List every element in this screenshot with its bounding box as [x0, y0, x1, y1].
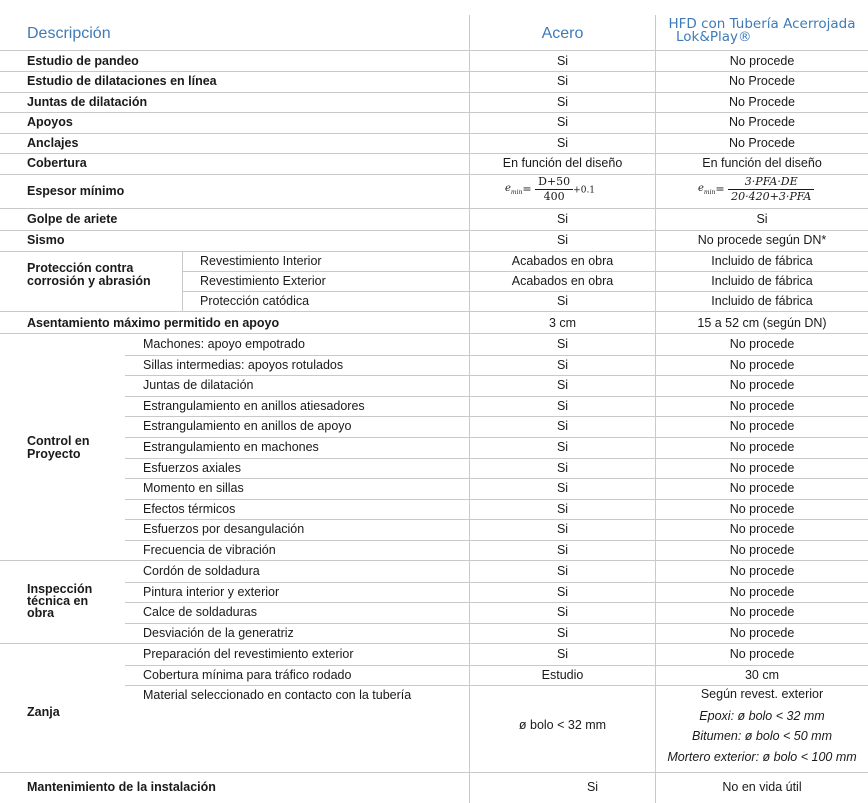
- sub-row-label: Momento en sillas: [143, 481, 244, 495]
- row-acero-value: Si: [556, 54, 569, 68]
- sub-row-label: Desviación de la generatriz: [143, 626, 294, 640]
- espesor-label: Espesor mínimo: [27, 184, 125, 198]
- zanja-material-hfd-line-1: Epoxi: ø bolo < 32 mm: [699, 709, 825, 723]
- row-acero-value: Si: [556, 115, 569, 129]
- asentamiento-label: Asentamiento máximo permitido en apoyo: [27, 316, 280, 330]
- sub-row-acero-value: Estudio: [541, 668, 584, 682]
- asentamiento-acero: 3 cm: [548, 316, 577, 330]
- mantenimiento-acero: Si: [586, 780, 599, 794]
- sub-row-hfd-value: Incluido de fábrica: [711, 294, 813, 308]
- row-label: Sismo: [27, 233, 65, 247]
- sub-row-hfd-value: No procede: [729, 358, 795, 372]
- sub-row-hfd-value: No procede: [729, 419, 795, 433]
- row-hfd-value: En función del diseño: [702, 156, 822, 170]
- sub-row-hfd-value: No procede: [729, 585, 795, 599]
- asentamiento-hfd: 15 a 52 cm (según DN): [697, 316, 827, 330]
- sub-row-label: Preparación del revestimiento exterior: [143, 647, 354, 661]
- sub-row-label: Cordón de soldadura: [143, 564, 260, 578]
- sub-row-label: Frecuencia de vibración: [143, 543, 276, 557]
- row-label: Anclajes: [27, 136, 79, 150]
- zanja-material-label: Material seleccionado en contacto con la tubería: [143, 688, 412, 702]
- sub-row-hfd-value: 30 cm: [744, 668, 780, 682]
- sub-row-acero-value: Si: [556, 440, 569, 454]
- sub-row-label: Revestimiento Exterior: [200, 274, 326, 288]
- sub-row-acero-value: Si: [556, 585, 569, 599]
- row-hfd-value: No procede: [729, 54, 795, 68]
- espesor-acero-formula: $e_{min}=$ $\frac{D+50}{400}$ +0.1: [505, 175, 596, 203]
- sub-row-acero-value: Si: [556, 502, 569, 516]
- sub-row-acero-value: Si: [556, 647, 569, 661]
- sub-row-label: Protección catódica: [200, 294, 310, 308]
- sub-row-acero-value: Acabados en obra: [511, 254, 614, 268]
- sub-row-acero-value: Si: [556, 481, 569, 495]
- sub-row-hfd-value: No procede: [729, 522, 795, 536]
- zanja-material-hfd: Según revest. exterior: [700, 687, 824, 701]
- sub-row-label: Pintura interior y exterior: [143, 585, 280, 599]
- sub-row-hfd-value: Incluido de fábrica: [711, 254, 813, 268]
- sub-row-label: Cobertura mínima para tráfico rodado: [143, 668, 352, 682]
- sub-row-hfd-value: No procede: [729, 564, 795, 578]
- row-divider: [0, 311, 868, 312]
- zanja-material-acero: ø bolo < 32 mm: [518, 718, 607, 732]
- sub-row-acero-value: Si: [556, 378, 569, 392]
- sub-row-label: Esfuerzos por desangulación: [143, 522, 305, 536]
- sub-row-label: Revestimiento Interior: [200, 254, 322, 268]
- proteccion-label: Protección contra corrosión y abrasión: [27, 261, 151, 288]
- row-hfd-value: No Procede: [728, 95, 795, 109]
- row-divider: [0, 772, 868, 773]
- sub-row-acero-value: Si: [556, 543, 569, 557]
- mantenimiento-hfd: No en vida útil: [722, 780, 802, 794]
- row-hfd-value: No Procede: [728, 136, 795, 150]
- row-acero-value: Si: [556, 136, 569, 150]
- zanja-material-hfd-line-2: Bitumen: ø bolo < 50 mm: [692, 729, 832, 743]
- sub-row-acero-value: Si: [556, 461, 569, 475]
- sub-row-hfd-value: No procede: [729, 647, 795, 661]
- sub-row-hfd-value: No procede: [729, 543, 795, 557]
- sub-row-label: Efectos térmicos: [143, 502, 236, 516]
- proteccion-divider: [182, 251, 183, 311]
- sub-row-acero-value: Si: [556, 358, 569, 372]
- header-hfd-line1: HFD con Tubería Acerrojada: [668, 16, 856, 32]
- sub-row-hfd-value: No procede: [729, 461, 795, 475]
- row-label: Estudio de pandeo: [27, 54, 139, 68]
- sub-row-label: Estrangulamiento en anillos de apoyo: [143, 419, 352, 433]
- mantenimiento-label: Mantenimiento de la instalación: [27, 780, 216, 794]
- row-hfd-value: No Procede: [728, 74, 795, 88]
- inspeccion-label: Inspección técnica en obra: [27, 582, 93, 620]
- sub-row-acero-value: Si: [556, 626, 569, 640]
- row-acero-value: Si: [556, 212, 569, 226]
- sub-row-label: Machones: apoyo empotrado: [143, 337, 305, 351]
- sub-row-label: Sillas intermedias: apoyos rotulados: [143, 358, 344, 372]
- espesor-hfd-formula: $e_{min}=$ $\frac{\text{3·PFA·DE}}{\text{20·420+3·PFA}}$: [698, 175, 814, 204]
- sub-row-hfd-value: No procede: [729, 378, 795, 392]
- row-acero-value: Si: [556, 74, 569, 88]
- sub-row-acero-value: Si: [556, 399, 569, 413]
- header-acero: Acero: [541, 25, 584, 42]
- sub-row-acero-value: Si: [556, 337, 569, 351]
- sub-row-acero-value: Si: [556, 564, 569, 578]
- row-label: Juntas de dilatación: [27, 95, 148, 109]
- sub-row-acero-value: Si: [556, 522, 569, 536]
- zanja-material-hfd-line-3: Mortero exterior: ø bolo < 100 mm: [667, 750, 857, 764]
- sub-row-hfd-value: No procede: [729, 481, 795, 495]
- sub-row-acero-value: Si: [556, 294, 569, 308]
- row-acero-value: Si: [556, 233, 569, 247]
- row-hfd-value: No procede según DN*: [697, 233, 827, 247]
- row-label: Golpe de ariete: [27, 212, 118, 226]
- sub-row-acero-value: Si: [556, 605, 569, 619]
- row-acero-value: Si: [556, 95, 569, 109]
- row-acero-value: En función del diseño: [502, 156, 623, 170]
- row-label: Apoyos: [27, 115, 73, 129]
- sub-row-label: Juntas de dilatación: [143, 378, 254, 392]
- sub-row-label: Estrangulamiento en anillos atiesadores: [143, 399, 365, 413]
- sub-row-hfd-value: No procede: [729, 626, 795, 640]
- row-label: Cobertura: [27, 156, 87, 170]
- row-hfd-value: No Procede: [728, 115, 795, 129]
- sub-row-hfd-value: Incluido de fábrica: [711, 274, 813, 288]
- sub-row-acero-value: Si: [556, 419, 569, 433]
- zanja-label: Zanja: [27, 705, 60, 719]
- sub-row-label: Esfuerzos axiales: [143, 461, 241, 475]
- header-hfd-line2: Lok&Play®: [676, 29, 752, 45]
- row-label: Estudio de dilataciones en línea: [27, 74, 217, 88]
- sub-row-hfd-value: No procede: [729, 337, 795, 351]
- sub-row-hfd-value: No procede: [729, 502, 795, 516]
- sub-row-hfd-value: No procede: [729, 440, 795, 454]
- sub-row-hfd-value: No procede: [729, 399, 795, 413]
- row-hfd-value: Si: [756, 212, 768, 226]
- sub-row-hfd-value: No procede: [729, 605, 795, 619]
- header-descripcion: Descripción: [27, 25, 111, 42]
- sub-row-label: Estrangulamiento en machones: [143, 440, 319, 454]
- sub-row-label: Calce de soldaduras: [143, 605, 257, 619]
- sub-row-acero-value: Acabados en obra: [511, 274, 614, 288]
- control-label: Control en Proyecto: [27, 434, 90, 461]
